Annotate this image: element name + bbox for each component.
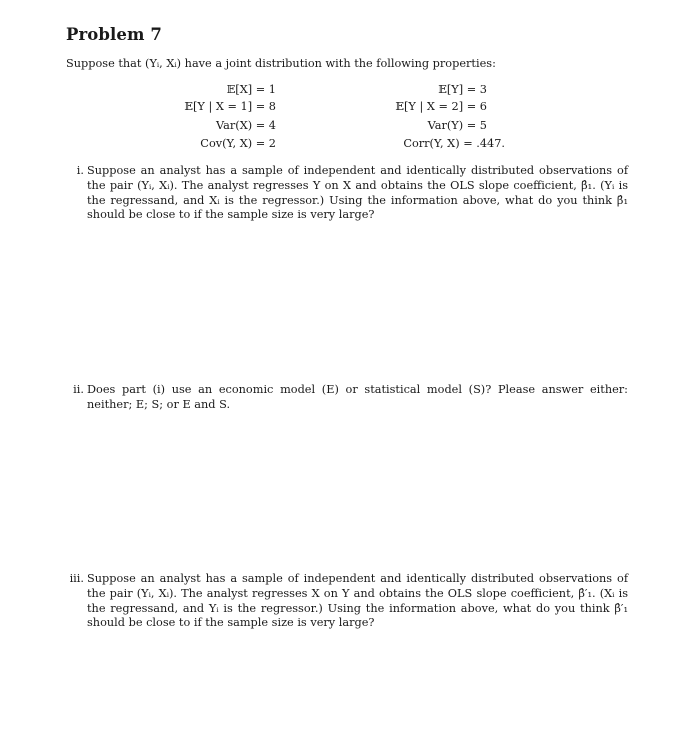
question-text: Suppose an analyst has a sample of independent and identically distributed observations of the pair (Yᵢ, Xᵢ). The analyst regresses Y on X and obtains the OLS slope coefficient, β̂₁. (Yᵢ is the regressand, and Xᵢ is the regressor.) Using the information above, what do you think β̂₁ should be close to if the sample size is very large? [87, 164, 628, 222]
question-label: ii. [73, 383, 84, 396]
question-ii [66, 383, 628, 413]
question-label: iii. [69, 572, 84, 585]
question-label: i. [76, 164, 84, 177]
property-expected-y: 𝔼[Y] = 3 [438, 83, 487, 96]
question-iii [66, 572, 628, 631]
question-text: Does part (i) use an economic model (E) or statistical model (S)? Please answer either: neither; E; S; or E and S. [87, 383, 628, 411]
property-variance-x: Var(X) = 4 [216, 119, 276, 132]
question-text: Suppose an analyst has a sample of independent and identically distributed observations of the pair (Yᵢ, Xᵢ). The analyst regresses X on Y and obtains the OLS slope coefficient, β̂′₁. (Xᵢ is the regressand, and Yᵢ is the regressor.) Using the information above, what do you think β̂′₁ should be close to if the sample size is very large? [87, 572, 628, 630]
property-covariance: Cov(Y, X) = 2 [200, 137, 276, 150]
problem-intro: Suppose that (Yᵢ, Xᵢ) have a joint distribution with the following properties: [66, 57, 496, 70]
question-i [66, 164, 628, 223]
property-variance-y: Var(Y) = 5 [427, 119, 487, 132]
property-conditional-expectation-x1: 𝔼[Y | X = 1] = 8 [184, 100, 276, 113]
property-conditional-expectation-x2: 𝔼[Y | X = 2] = 6 [395, 100, 487, 113]
problem-title: Problem 7 [66, 25, 162, 44]
property-correlation: Corr(Y, X) = .447. [403, 137, 505, 150]
property-expected-x: 𝔼[X] = 1 [226, 83, 276, 96]
